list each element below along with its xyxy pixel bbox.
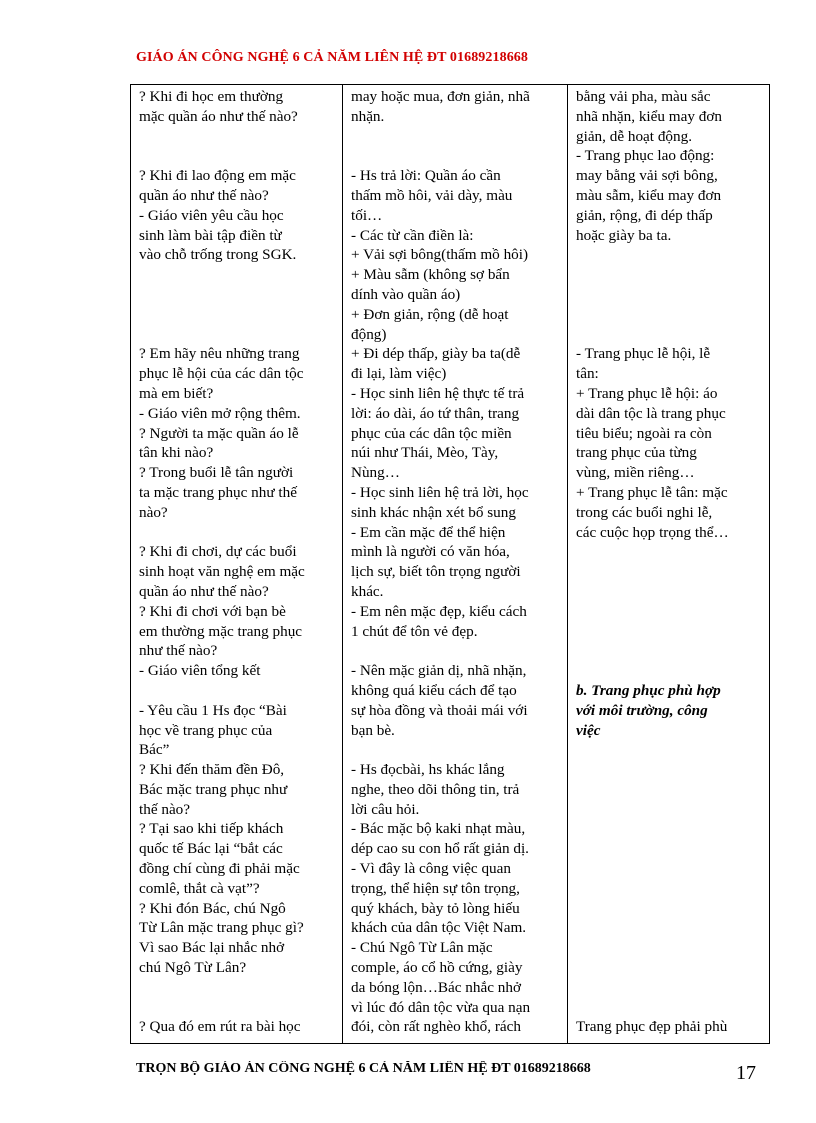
text-line: - Yêu cầu 1 Hs đọc “Bài [139,701,287,719]
text-line: Từ Lân mặc trang phục gì? [139,919,304,937]
text-line: quý khách, bày tỏ lòng hiếu [351,899,520,917]
blank-line [576,938,763,958]
text-line: comple, áo cổ hồ cứng, giày [351,959,523,977]
text-line: động) [351,325,387,343]
text-line: lịch sự, biết tôn trọng người [351,563,521,581]
text-line: khác. [351,582,384,600]
blank-line [576,285,763,305]
text-line: ? Qua đó em rút ra bài học [139,1018,301,1036]
text-line: - Giáo viên yêu cầu học [139,206,284,224]
blank-line [576,740,763,760]
blank-line [576,859,763,879]
blank-line [576,562,763,582]
blank-line [576,602,763,622]
blank-line [576,879,763,899]
text-line: - Các từ cần điền là: [351,226,474,244]
text-line: dài dân tộc là trang phục [576,404,726,422]
blank-line [576,265,763,285]
text-line: ? Khi đi lao động em mặc [139,167,296,185]
blank-line [576,622,763,642]
text-line: + Trang phục lễ tân: mặc [576,483,728,501]
section-heading-line: b. Trang phục phù hợp [576,681,721,699]
text-line: đi lại, làm việc) [351,365,447,383]
section-heading-line: việc [576,721,601,739]
text-line: comlê, thắt cà vạt”? [139,879,260,897]
blank-line [351,740,561,760]
text-line: - Hs trả lời: Quần áo cần [351,167,501,185]
text-line: thấm mồ hôi, vải dày, màu [351,186,513,204]
text-line: - Học sinh liên hệ thực tế trả [351,384,525,402]
text-line: mà em biết? [139,384,214,402]
text-line: - Vì đây là công việc quan [351,860,511,878]
text-line: vùng, miền riêng… [576,464,695,482]
text-line: 1 chút để tôn vẻ đẹp. [351,622,478,640]
text-line: - Hs đọcbài, hs khác lắng [351,761,505,779]
page-number: 17 [736,1062,756,1084]
text-line: ? Tại sao khi tiếp khách [139,820,284,838]
table-row [131,85,770,1044]
blank-line [576,760,763,780]
text-line: - Em cần mặc để thể hiện [351,523,506,541]
text-line: học về trang phục của [139,721,273,739]
blank-line [576,780,763,800]
text-line: tân khi nào? [139,444,214,462]
text-line: - Học sinh liên hệ trả lời, học [351,483,529,501]
blank-line [139,127,336,147]
text-line: ? Khi đến thăm đền Đô, [139,761,285,779]
text-line: như thế nào? [139,642,218,660]
blank-line [576,305,763,325]
blank-line [139,325,336,345]
text-line: dính vào quần áo) [351,285,461,303]
text-line: trong các buổi nghi lễ, [576,503,713,521]
text-line: - Bác mặc bộ kaki nhạt màu, [351,820,526,838]
text-line: Nùng… [351,464,400,482]
blank-line [576,325,763,345]
blank-line [576,661,763,681]
text-line: dép cao su con hổ rất giản dị. [351,840,529,858]
text-line: hoặc giày ba ta. [576,226,672,244]
text-line: mình là người có văn hóa, [351,543,510,561]
text-line: màu sẫm, kiểu may đơn [576,186,722,204]
text-line: + Đơn giản, rộng (dễ hoạt [351,305,509,323]
text-line: - Trang phục lễ hội, lễ [576,345,711,363]
blank-line [351,641,561,661]
text-line: nhã nhặn, kiểu may đơn [576,107,722,125]
blank-line [139,681,336,701]
text-line: sinh hoạt văn nghệ em mặc [139,563,305,581]
page-footer: TRỌN BỘ GIÁO ÁN CÔNG NGHỆ 6 CẢ NĂM LIÊN HỆ ĐT 01689218668 [136,1061,591,1075]
text-line: + Màu sẫm (không sợ bẩn [351,266,510,284]
blank-line [576,839,763,859]
text-line: mặc quần áo như thế nào? [139,107,298,125]
text-line: - Em nên mặc đẹp, kiểu cách [351,602,527,620]
page-header: GIÁO ÁN CÔNG NGHỆ 6 CẢ NĂM LIÊN HỆ ĐT 01689218668 [136,50,528,65]
text-line: vào chỗ trống trong SGK. [139,246,297,264]
text-line: sự hòa đồng và thoải mái với [351,701,528,719]
text-line: quần áo như thế nào? [139,582,269,600]
text-line: - Giáo viên tổng kết [139,662,261,680]
blank-line [139,523,336,543]
text-line: giản, dễ hoạt động. [576,127,692,145]
text-line: vì lúc đó dân tộc vừa qua nạn [351,998,531,1016]
text-line: + Đi dép thấp, giày ba ta(dễ [351,345,521,363]
text-line: phục của các dân tộc miền [351,424,512,442]
text-line: Bác mặc trang phục như [139,780,288,798]
blank-line [576,582,763,602]
blank-line [139,978,336,998]
text-line: ? Khi đi chơi với bạn bè [139,602,286,620]
student-activity-cell [343,85,568,1044]
blank-line [576,899,763,919]
text-line: may bằng vải sợi bông, [576,167,718,185]
blank-line [351,127,561,147]
text-line: thế nào? [139,800,191,818]
blank-line [139,265,336,285]
blank-line [576,641,763,661]
text-line: may hoặc mua, đơn giản, nhã [351,88,530,105]
text-line: ? Khi đón Bác, chú Ngô [139,899,286,917]
text-line: sinh khác nhận xét bổ sung [351,503,516,521]
blank-line [351,146,561,166]
text-line: khách của dân tộc Việt Nam. [351,919,527,937]
text-line: sinh làm bài tập điền từ [139,226,282,244]
text-line: không quá kiểu cách để tạo [351,681,517,699]
blank-line [139,998,336,1018]
section-heading-line: với môi trường, công [576,701,708,719]
text-line: ? Trong buổi lễ tân người [139,464,294,482]
text-line: nào? [139,503,168,521]
blank-line [576,800,763,820]
text-line: ? Khi đi học em thường [139,88,284,105]
blank-line [576,542,763,562]
student-activity-text [343,85,567,1043]
text-line: đồng chí cùng đi phải mặc [139,860,300,878]
text-line: phục lễ hội của các dân tộc [139,365,304,383]
text-line: nghe, theo dõi thông tin, trả [351,780,520,798]
text-line: lời: áo dài, áo tứ thân, trang [351,404,520,422]
text-line: trang phục của từng [576,444,697,462]
text-line: chú Ngô Từ Lân? [139,959,247,977]
text-line: quốc tế Bác lại “bắt các [139,840,283,858]
text-line: ? Em hãy nêu những trang [139,345,300,363]
text-line: tân: [576,365,599,383]
blank-line [139,305,336,325]
teacher-activity-text [131,85,342,1043]
text-line: bạn bè. [351,721,395,739]
lesson-table [130,84,770,1044]
lesson-content-cell [568,85,770,1044]
text-line: các cuộc họp trọng thể… [576,523,729,541]
blank-line [139,285,336,305]
blank-line [576,958,763,978]
blank-line [576,998,763,1018]
text-line: - Giáo viên mở rộng thêm. [139,404,301,422]
text-line: da bóng lộn…Bác nhắc nhở [351,978,521,996]
text-line: + Vải sợi bông(thấm mồ hôi) [351,246,529,264]
text-line: giản, rộng, đi dép thấp [576,206,713,224]
text-line: đói, còn rất nghèo khổ, rách [351,1018,521,1036]
text-line: ? Người ta mặc quần áo lễ [139,424,299,442]
text-line: lời câu hỏi. [351,800,420,818]
text-line: Trang phục đẹp phải phù [576,1018,728,1036]
text-line: tiêu biểu; ngoài ra còn [576,424,712,442]
blank-line [576,819,763,839]
text-line: núi như Thái, Mèo, Tày, [351,444,499,462]
blank-line [139,146,336,166]
text-line: bằng vải pha, màu sắc [576,88,711,105]
lesson-content-text [568,85,769,1043]
blank-line [576,978,763,998]
blank-line [576,918,763,938]
text-line: Bác” [139,741,170,759]
text-line: nhặn. [351,107,385,125]
text-line: em thường mặc trang phục [139,622,303,640]
text-line: quần áo như thế nào? [139,186,269,204]
text-line: - Chú Ngô Từ Lân mặc [351,939,493,957]
text-line: + Trang phục lễ hội: áo [576,384,718,402]
text-line: - Nên mặc giản dị, nhã nhặn, [351,662,527,680]
text-line: - Trang phục lao động: [576,147,715,165]
text-line: Vì sao Bác lại nhắc nhở [139,939,285,957]
blank-line [576,245,763,265]
teacher-activity-cell [131,85,343,1044]
text-line: ? Khi đi chơi, dự các buổi [139,543,297,561]
text-line: ta mặc trang phục như thế [139,483,297,501]
text-line: tối… [351,206,383,224]
text-line: trọng, thể hiện sự tôn trọng, [351,879,520,897]
